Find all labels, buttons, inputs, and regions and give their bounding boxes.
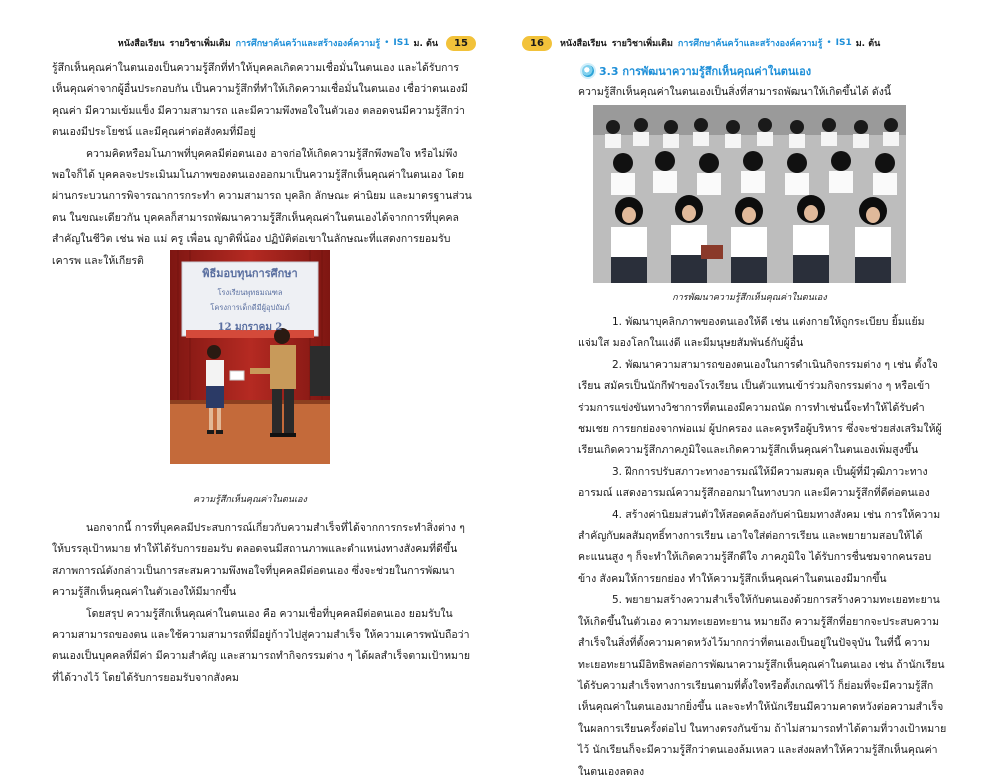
header-separator: • xyxy=(826,38,832,48)
header-book: หนังสือเรียน xyxy=(117,39,165,49)
header-book: หนังสือเรียน xyxy=(560,39,607,49)
paragraph: นอกจากนี้ การที่บุคคลมีประสบการณ์เกี่ยวกับความสำเร็จที่ได้จากการกระทำสิ่งต่าง ๆ ให้บรรลุเป้าหมาย ทำให้ได้รับการยอมรับ ตลอดจนมีสถานภาพและตำแหน่งทางสังคมที่ดีขึ้น สภาพการณ์ดังกล่าวเป็นการสะสมความพึงพอใจที่บุคคลมีต่อตนเอง ซึ่งจะช่วยในการพัฒนาความรู้สึกเห็นคุณค่าในตัวเองให้มีมากขึ้น xyxy=(52,522,465,599)
students-illustration xyxy=(593,105,906,283)
banner-line-1: พิธีมอบทุนการศึกษา xyxy=(202,267,298,280)
ceremony-banner xyxy=(184,264,316,335)
section-bullet-icon xyxy=(582,65,594,77)
section-heading xyxy=(582,60,948,82)
header-subject: รายวิชาเพิ่มเติม xyxy=(169,39,231,49)
list-item: 2. พัฒนาความสามารถของตนเองในการดำเนินกิจกรรมต่าง ๆ เช่น ตั้งใจเรียน สมัครเป็นนักกีฬาของโรงเรียน เป็นตัวแทนเข้าร่วมกิจกรรมต่าง ๆ หรือเข้าร่วมการแข่งขันทางวิชาการที่ตนเองมีความถนัด การทำเช่นนี้จะทำให้ได้รับคำชมเชย การยกย่องจากพ่อแม่ ผู้ปกครอง และครูหรือผู้บริหาร ซึ่งจะช่วยส่งเสริมให้ผู้เรียนเกิดความรู้สึกภาคภูมิใจและเกิดความรู้สึกเห็นคุณค่าในตนเองเพิ่มสูงขึ้น xyxy=(578,358,942,457)
page-number-16: 16 xyxy=(522,36,552,51)
banner-line-3: โครงการเด็กดีมีผู้อุปถัมภ์ xyxy=(210,303,290,312)
right-running-header xyxy=(522,34,948,52)
banner-line-2: โรงเรียนพุทธมณฑล xyxy=(217,288,283,297)
header-course: การศึกษาค้นคว้าและสร้างองค์ความรู้ xyxy=(235,39,381,49)
header-code: IS1 xyxy=(835,38,852,48)
page-number-15: 15 xyxy=(446,36,476,51)
left-running-header xyxy=(52,34,476,52)
section-intro: ความรู้สึกเห็นคุณค่าในตนเองเป็นสิ่งที่สามารถพัฒนาให้เกิดขึ้นได้ ดังนี้ xyxy=(578,86,892,98)
header-subject: รายวิชาเพิ่มเติม xyxy=(611,39,673,49)
right-photo-caption: การพัฒนาความรู้สึกเห็นคุณค่าในตนเอง xyxy=(672,293,827,303)
list-item: 5. พยายามสร้างความสำเร็จให้กับตนเองด้วยการสร้างความทะเยอทะยานให้เกิดขึ้นในตัวเอง ความทะเยอทะยาน หมายถึง ความรู้สึกที่อยากจะประสบความสำเร็จในสิ่งที่ตั้งความคาดหวังไว้มากกว่าที่ตนเองเป็นอยู่ในปัจจุบัน ในที่นี้ ความทะเยอทะยานมีอิทธิพลต่อการพัฒนาความรู้สึกเห็นคุณค่าในตนเอง เช่น ถ้านักเรียนได้รับความสำเร็จทางการเรียนตามที่ตั้งใจหรือตั้งเกณฑ์ไว้ ก็ย่อมที่จะมีความรู้สึกเห็นคุณค่าในตนเองมากยิ่งขึ้น และจะทำให้นักเรียนมีความคาดหวังต่อความสำเร็จในผลการเรียนครั้งต่อไป ในทางตรงกันข้าม ถ้าไม่สามารถทำได้ตามที่วางเป้าหมายไว้ นักเรียนก็จะมีความรู้สึกว่าตนเองล้มเหลว และส่งผลทำให้ความรู้สึกเห็นคุณค่าในตนเองลดลง xyxy=(578,594,947,778)
left-photo-caption: ความรู้สึกเห็นคุณค่าในตนเอง xyxy=(193,495,307,505)
paragraph: ความคิดหรือมโนภาพที่บุคคลมีต่อตนเอง อาจก่อให้เกิดความรู้สึกพึงพอใจ หรือไม่พึงพอใจก็ได้ บุคคลจะประเมินมโนภาพของตนเองออกมาเป็นความรู้สึกเห็นคุณค่าในตนเอง โดยผ่านกระบวนการพิจารณาการกระทำ ความสามารถ บุคลิก ลักษณะ ค่านิยม และมาตรฐานส่วนตน ในขณะเดียวกัน บุคคลก็สามารถพัฒนาความรู้สึกเห็นคุณค่าในตนเองได้จากการที่บุคคลสำคัญในชีวิต เช่น พ่อ แม่ ครู เพื่อน ญาติพี่น้อง ปฏิบัติต่อเขาในลักษณะที่แสดงการยอมรับ เคารพ และให้เกียรติ xyxy=(52,147,472,267)
header-code: IS1 xyxy=(393,38,410,48)
list-item: 3. ฝึกการปรับสภาวะทางอารมณ์ให้มีความสมดุล เป็นผู้ที่มีวุฒิภาวะทางอารมณ์ แสดงอารมณ์ความรู้สึกออกมาในทางบวก และมีความรู้สึกที่ดีต่อตนเอง xyxy=(578,465,930,500)
scholarship-ceremony-photo xyxy=(170,250,330,464)
students-auditorium-photo xyxy=(593,105,906,283)
header-separator: • xyxy=(384,38,390,48)
left-body-top xyxy=(52,58,476,272)
paragraph: รู้สึกเห็นคุณค่าในตนเองเป็นความรู้สึกที่ทำให้บุคคลเกิดความเชื่อมั่นในตนเอง และได้รับการเห็นคุณค่าจากผู้อื่นประกอบกัน เป็นความรู้สึกที่ทำให้เกิดความเชื่อมั่นในตนเอง เชื่อว่าตนเองมีคุณค่า มีความเข้มแข็ง มีความสามารถ และมีความพึงพอใจในตัวเอง ตลอดจนมีความรู้สึกว่าตนเองมีประโยชน์ และมีคุณค่าต่อสังคมที่มีอยู่ xyxy=(52,62,468,139)
section-title: 3.3 การพัฒนาความรู้สึกเห็นคุณค่าในตนเอง xyxy=(599,65,812,78)
list-item: 1. พัฒนาบุคลิกภาพของตนเองให้ดี เช่น แต่งกายให้ถูกระเบียบ ยิ้มแย้มแจ่มใส มองโลกในแง่ดี และมีมนุษยสัมพันธ์กับผู้อื่น xyxy=(578,316,925,350)
left-body-bottom xyxy=(52,518,476,689)
list-item: 4. สร้างค่านิยมส่วนตัวให้สอดคล้องกับค่านิยมทางสังคม เช่น การให้ความสำคัญกับผลสัมฤทธิ์ทางการเรียน เอาใจใส่ต่อการเรียน และพยายามสอบให้ได้คะแนนสูง ๆ ก็จะทำให้เกิดความรู้สึกดีใจ ภาคภูมิใจ ได้รับการชื่นชมจากคนรอบข้าง สังคมให้การยกย่อง ทำให้ความรู้สึกเห็นคุณค่าในตนเองมีมากขึ้น xyxy=(578,508,941,585)
banner-date: 12 มกราคม 2 xyxy=(217,322,283,333)
header-course: การศึกษาค้นคว้าและสร้างองค์ความรู้ xyxy=(677,39,823,49)
right-body-list xyxy=(578,312,948,783)
header-level: ม. ต้น xyxy=(413,39,438,49)
header-level: ม. ต้น xyxy=(855,39,881,49)
paragraph: โดยสรุป ความรู้สึกเห็นคุณค่าในตนเอง คือ ความเชื่อที่บุคคลมีต่อตนเอง ยอมรับในความสามารถของตน และใช้ความสามารถที่มีอยู่ก้าวไปสู่ความสำเร็จ ให้ความเคารพนับถือว่าตนเองเป็นบุคคลที่มีค่า มีความสำคัญ และสามารถทำกิจกรรมต่าง ๆ ได้ผลสำเร็จตามเป้าหมายที่ได้วางไว้ โดยได้รับการยอมรับจากสังคม xyxy=(52,607,471,684)
